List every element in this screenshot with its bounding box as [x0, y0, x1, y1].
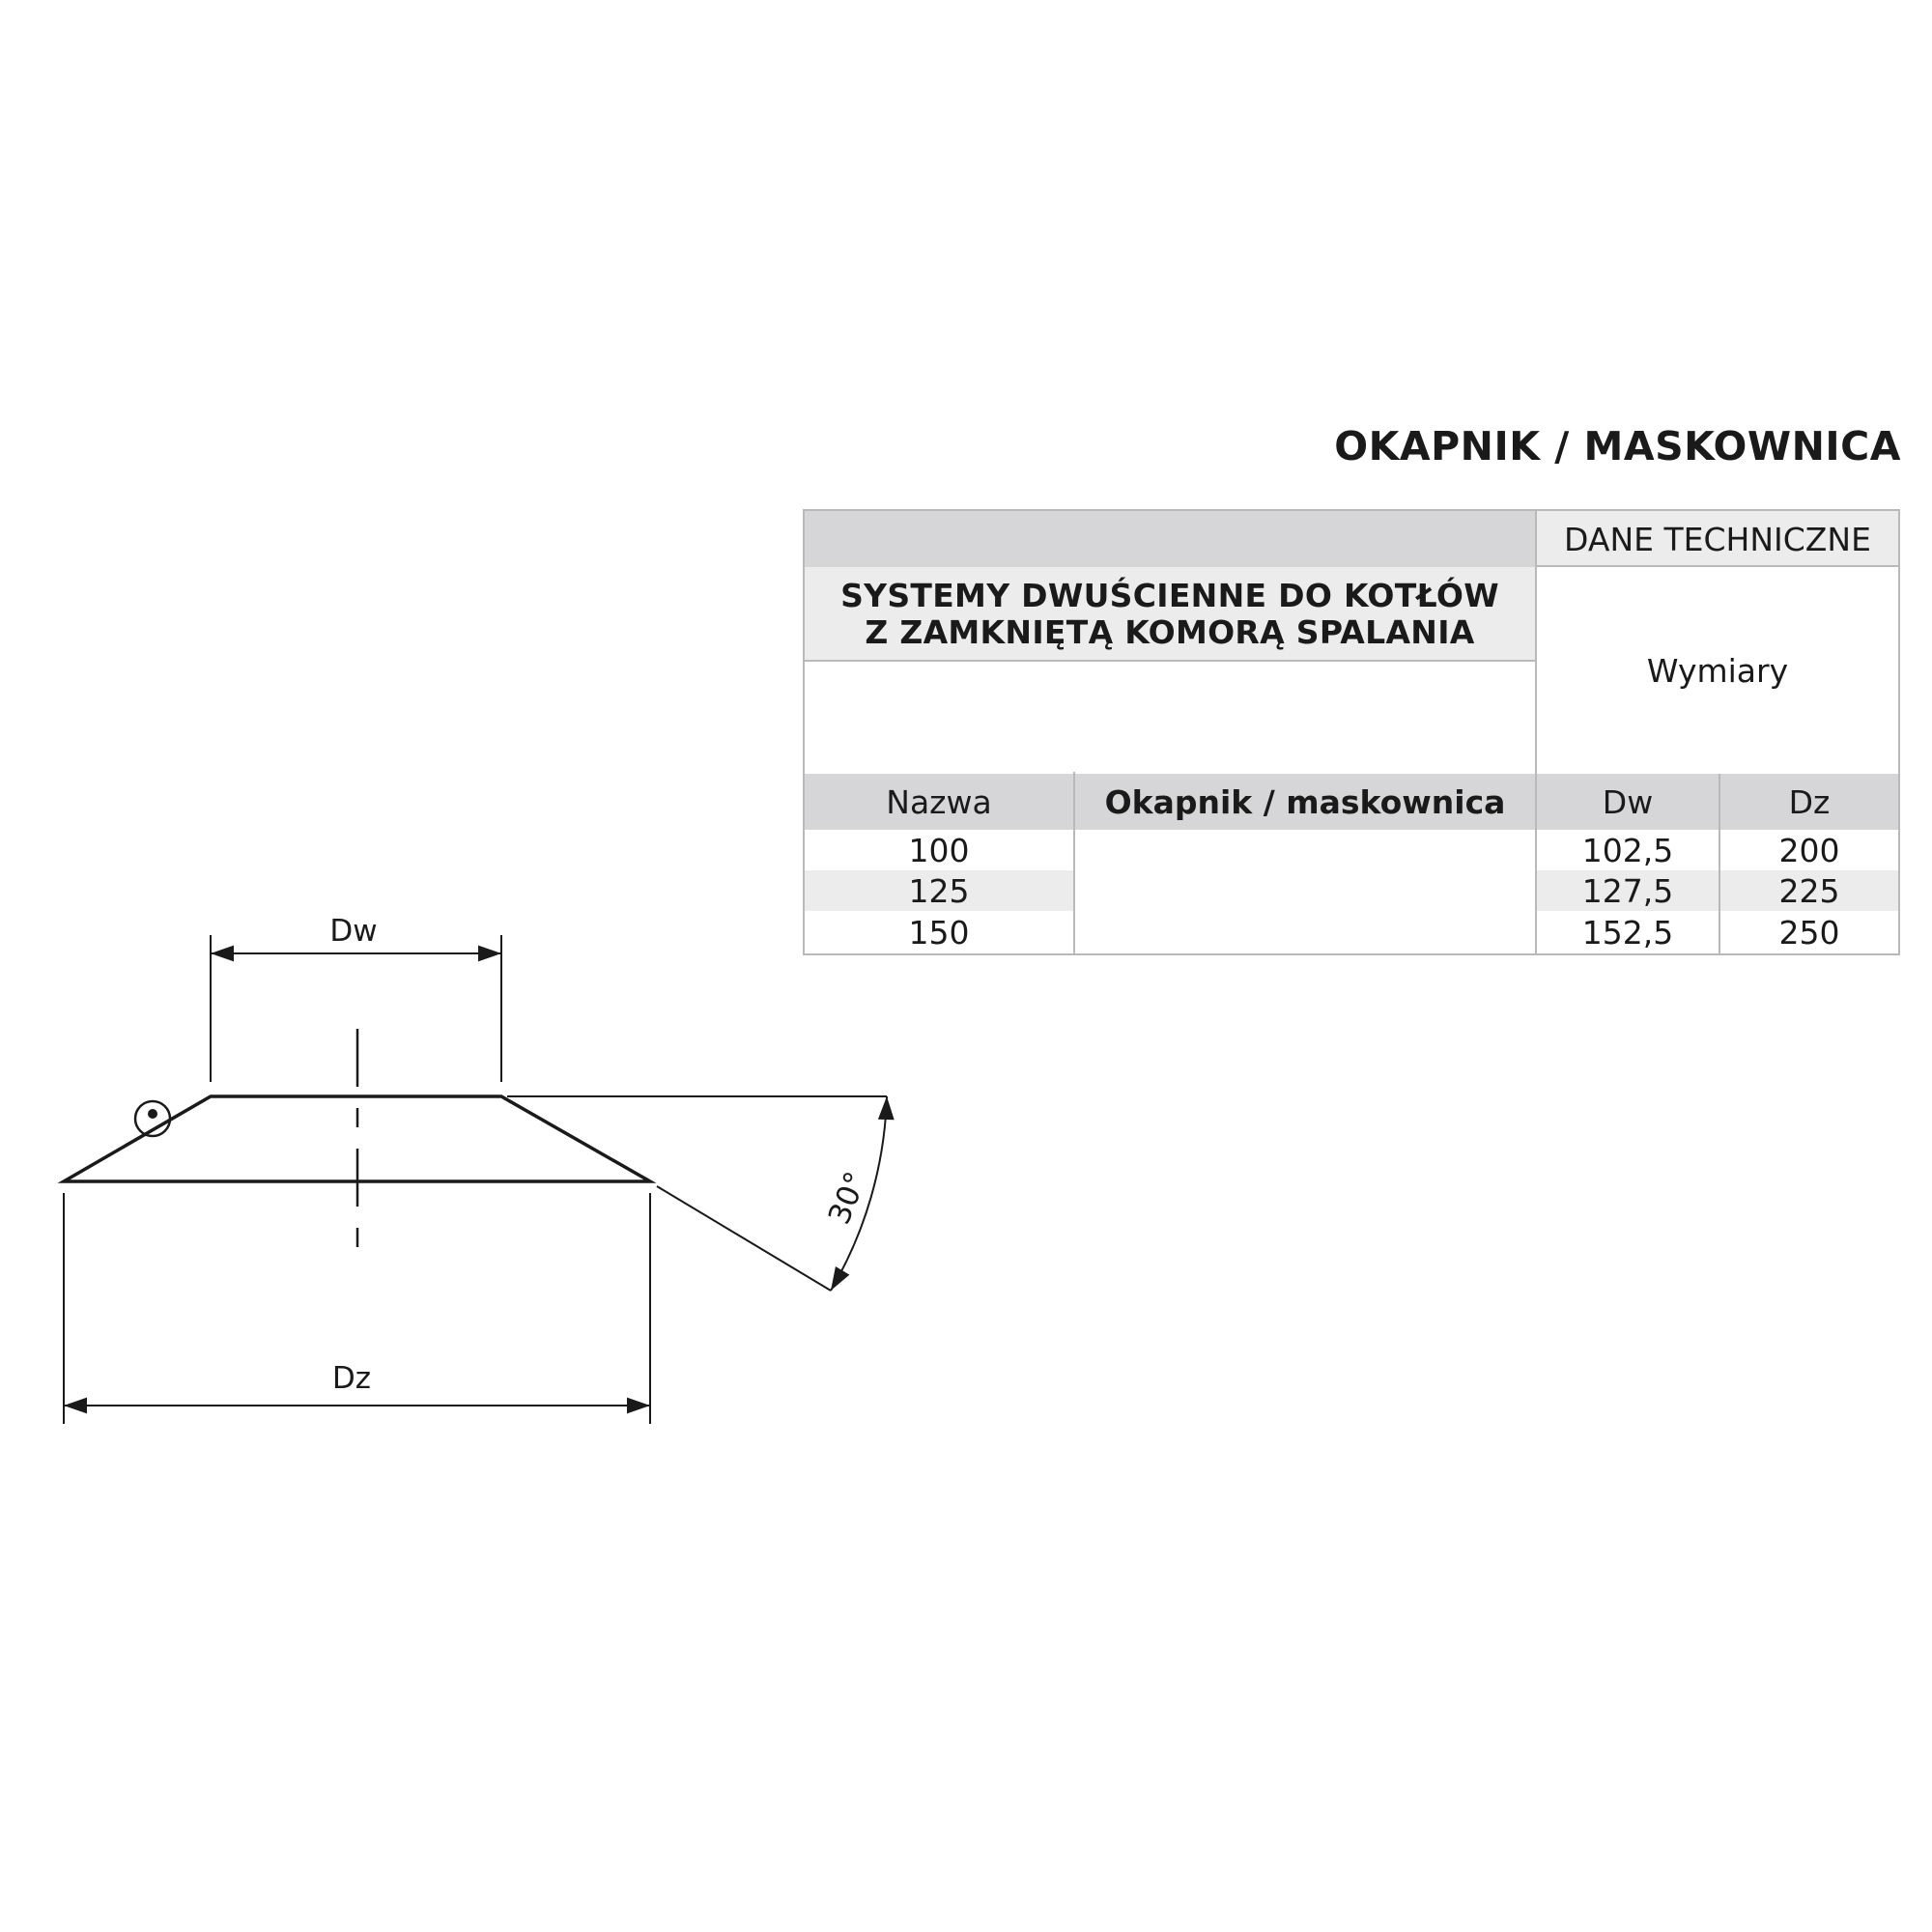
- page-title: OKAPNIK / MASKOWNICA: [1334, 423, 1901, 469]
- dimensions-label: Wymiary: [1646, 651, 1789, 690]
- column-header-name: Nazwa: [805, 774, 1073, 830]
- system-name-line2: Z ZAMKNIĘTĄ KOMORĄ SPALANIA: [865, 613, 1475, 651]
- column-header-dz: Dz: [1720, 774, 1898, 830]
- table-row-3-dw: 152,5: [1581, 913, 1674, 952]
- table-row-1-dw: 102,5: [1581, 831, 1674, 869]
- technical-data-header: DANE TECHNICZNE: [1537, 511, 1898, 567]
- dz-label: Dz: [331, 1361, 372, 1396]
- fixing-screw-dot-icon: [148, 1109, 157, 1119]
- dw-label: Dw: [329, 914, 378, 949]
- table-row-2-dw: 127,5: [1537, 870, 1719, 911]
- table-row-2-dz: 225: [1720, 870, 1898, 911]
- angle-label: 30°: [821, 1167, 874, 1230]
- table-row-2-name: 125: [805, 870, 1073, 911]
- table-row-1-dz: 200: [1778, 831, 1840, 869]
- column-header-dw: Dw: [1537, 774, 1719, 830]
- column-header-product: Okapnik / maskownica: [1075, 774, 1535, 830]
- angle-reference-slope: [657, 1186, 831, 1291]
- table-row-3-dz: 250: [1778, 913, 1840, 952]
- table-row-1-name: 100: [908, 831, 970, 869]
- table-row-3-name: 150: [908, 913, 970, 952]
- system-name-line1: SYSTEMY DWUŚCIENNE DO KOTŁÓW: [840, 577, 1499, 614]
